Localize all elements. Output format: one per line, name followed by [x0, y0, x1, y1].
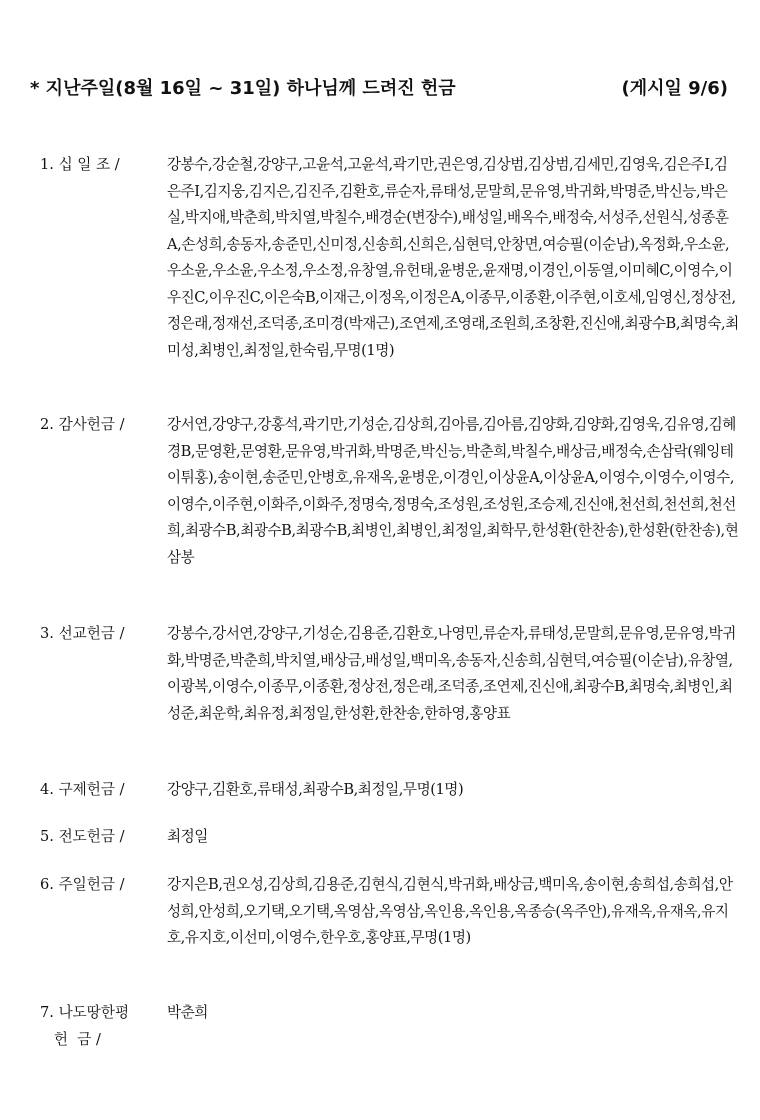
donor-list: 강양구,김환호,류태성,최광수B,최정일,무명(1명)	[167, 781, 464, 798]
donor-list: 강봉수,강순철,강양구,고윤석,고윤석,곽기만,권은영,김상범,김상범,김세민,김영욱,김은주I,김은주I,김지웅,김지은,김진주,김환호,류순자,류태성,문말희,문유영,박귀화,박명준,박신능,박은실,박지애,박춘희,박치열,박칠수,배경순(변장수),배성일,배옥수,배정숙,서성주,선원식,성종훈A,손성희,송동자,송준민,신미정,신송희,신희은,심현덕,안창면,여승필(이순남),옥정화,우소윤,우소윤,우소윤,우소정,우소정,유창열,유헌태,윤병운,윤재명,이경인,이동열,이미혜C,이영수,이우진C,이우진C,이은숙B,이재근,이정옥,이정은A,이종무,이종환,이주현,이호세,임영신,정상전,정은래,정재선,조덕종,조미경(박재근),조연제,조영래,조원희,조창환,진신애,최광수B,최명숙,최미성,최병인,최정일,한숙림,무명(1명)	[167, 156, 739, 359]
section-label: 1. 십 일 조 /	[40, 156, 120, 173]
donor-list: 최정일	[167, 828, 208, 845]
section-label: 5. 전도헌금 /	[40, 828, 125, 845]
donor-list: 강봉수,강서연,강양구,기성순,김용준,김환호,나영민,류순자,류태성,문말희,문유영,문유영,박귀화,박명준,박춘희,박치열,배상금,배성일,백미옥,송동자,신송희,심현덕,여승필(이순남),유창열,이광복,이영수,이종무,이종환,정상전,정은래,조덕종,조연제,진신애,최광수B,최명숙,최병인,최성준,최운학,최유정,최정일,한성환,한찬송,한하영,홍양표	[167, 625, 736, 722]
section-label: 3. 선교헌금 /	[40, 625, 125, 642]
section-label: 7. 나도땅한평 헌 금 /	[40, 1004, 130, 1048]
section-label: 2. 감사헌금 /	[40, 416, 125, 433]
page-header	[30, 74, 730, 104]
donor-list: 강지은B,권오성,김상희,김용준,김현식,김현식,박귀화,배상금,백미옥,송이현,송희섭,송희섭,안성희,안성희,오기택,오기택,옥영삼,옥영삼,옥인용,옥인용,옥종승(옥주안),유재옥,유재옥,유지호,유지호,이선미,이영수,한우호,홍양표,무명(1명)	[167, 876, 733, 946]
donor-list: 강서연,강양구,강홍석,곽기만,기성순,김상희,김아름,김아름,김양화,김양화,김영욱,김유영,김혜경B,문영환,문영환,문유영,박귀화,박명준,박신능,박춘희,박칠수,배상금,배정숙,손삼락(웨잉테이튀홍),송이현,송준민,안병호,유재옥,윤병운,이경인,이상윤A,이상윤A,이영수,이영수,이영수,이영수,이주현,이화주,이화주,정명숙,정명숙,조성원,조성원,조승제,진신애,천선희,천선희,천선희,최광수B,최광수B,최광수B,최병인,최병인,최정일,최학무,한성환(한찬송),한성환(한찬송),현삼봉	[167, 416, 739, 566]
posted-date: (게시일 9/6)	[621, 78, 728, 99]
page-title: * 지난주일(8월 16일 ~ 31일) 하나님께 드려진 헌금	[30, 78, 456, 99]
donor-list: 박춘희	[167, 1004, 208, 1021]
section-label: 4. 구제헌금 /	[40, 781, 125, 798]
section-label: 6. 주일헌금 /	[40, 876, 125, 893]
